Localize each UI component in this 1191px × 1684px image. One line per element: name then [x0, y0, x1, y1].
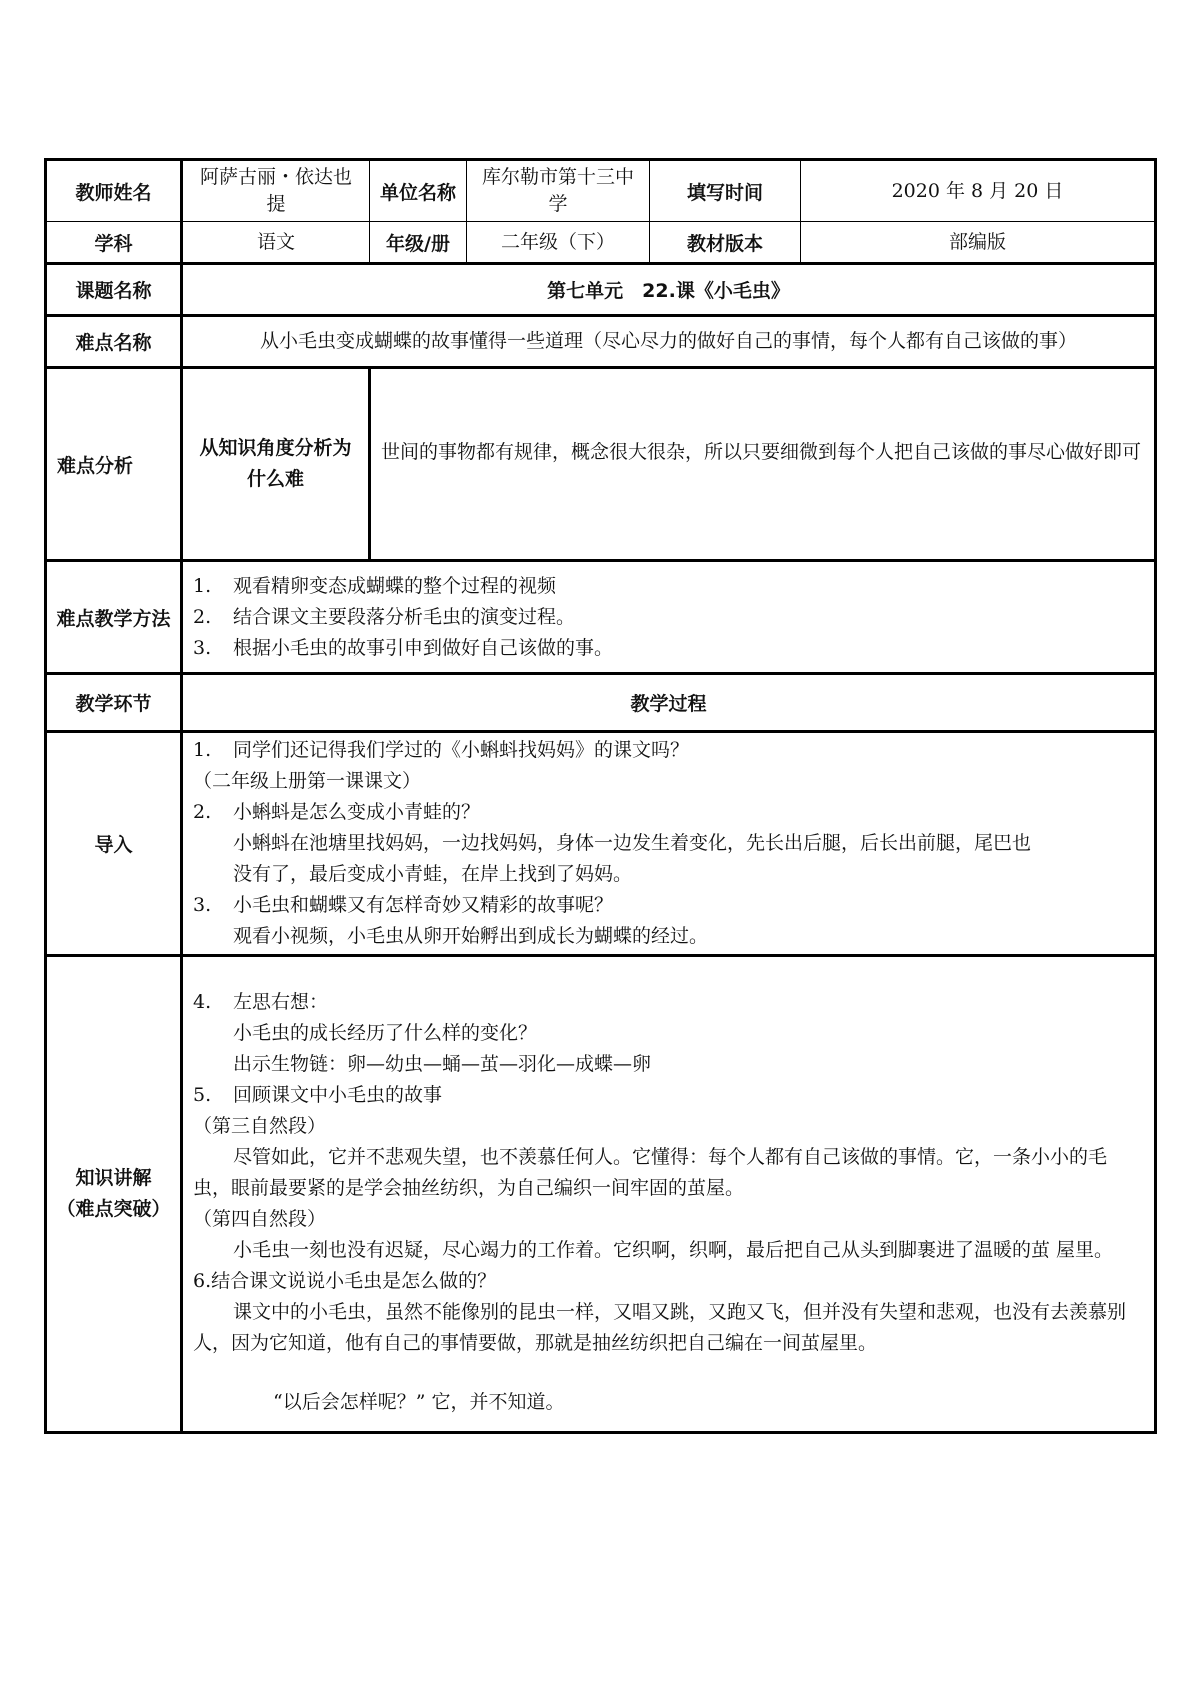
- intro-row: [46, 732, 1156, 956]
- intro-line: [193, 766, 1144, 797]
- intro-line: [193, 890, 1144, 921]
- knowledge-label: [46, 956, 182, 1433]
- analysis-text: 世间的事物都有规律，概念很大很杂，所以只要细微到每个人把自己该做的事尽心做好即可: [370, 368, 1156, 561]
- knowledge-line: [193, 1018, 1144, 1049]
- intro-label: 导入: [46, 732, 182, 956]
- methods-item: [193, 633, 1144, 664]
- process-stage-label: 教学环节: [46, 674, 182, 732]
- intro-line-num: 3.: [193, 894, 212, 916]
- methods-row: [46, 561, 1156, 674]
- closing-quote: “以后会怎样呢？” 它，并不知道。: [273, 1391, 565, 1413]
- intro-cell: [182, 732, 1156, 956]
- edition-label: 教材版本: [650, 222, 801, 264]
- topic-row: [46, 264, 1156, 316]
- methods-item: [193, 602, 1144, 633]
- header-row: [46, 160, 1156, 222]
- lesson-plan-page: [44, 158, 1154, 1434]
- knowledge-text: 左思右想：: [233, 991, 329, 1013]
- knowledge-list: [183, 987, 1154, 1142]
- intro-line: [193, 828, 1144, 859]
- edition-value: 部编版: [801, 222, 1156, 264]
- question-six-answer: 课文中的小毛虫，虽然不能像别的昆虫一样，又唱又跳，又跑又飞，但并没有失望和悲观，也没有去羡慕别人，因为它知道，他有自己的事情要做，那就是抽丝纺织把自己编在一间茧屋里。: [193, 1301, 1127, 1354]
- unit-label: 单位名称: [370, 160, 467, 222]
- process-header-row: [46, 674, 1156, 732]
- intro-line: [193, 797, 1144, 828]
- paragraph-three-text: 尽管如此，它并不悲观失望，也不羡慕任何人。它懂得：每个人都有自己该做的事情。它，一条小小的毛虫，眼前最要紧的是学会抽丝纺织，为自己编织一间牢固的茧屋。: [193, 1146, 1108, 1199]
- analysis-sub-label: 从知识角度分析为什么难: [182, 368, 370, 561]
- grade-value: 二年级（下）: [467, 222, 650, 264]
- intro-list: [183, 735, 1154, 952]
- knowledge-line: [193, 1080, 1144, 1111]
- date-label: 填写时间: [650, 160, 801, 222]
- intro-line-num: 2.: [193, 801, 212, 823]
- intro-line: [193, 735, 1144, 766]
- topic-label: 课题名称: [46, 264, 182, 316]
- intro-line-text: （二年级上册第一课课文）: [193, 770, 422, 792]
- knowledge-row: [46, 956, 1156, 1433]
- methods-item-num: 3.: [193, 636, 212, 659]
- teacher-name-text: 阿萨古丽・依达也提: [199, 166, 352, 215]
- intro-line-text: 没有了，最后变成小青蛙，在岸上找到了妈妈。: [233, 863, 633, 885]
- methods-item-num: 2.: [193, 605, 212, 628]
- knowledge-text: 出示生物链：卵—幼虫—蛹—茧—羽化—成蝶—卵: [233, 1053, 652, 1075]
- knowledge-text: 回顾课文中小毛虫的故事: [233, 1084, 443, 1106]
- intro-line: [193, 921, 1144, 952]
- intro-line-text: 小蝌蚪在池塘里找妈妈，一边找妈妈，身体一边发生着变化，先长出后腿，后长出前腿，尾巴也: [233, 832, 1032, 854]
- knowledge-num: 5.: [193, 1084, 212, 1106]
- methods-item-text: 根据小毛虫的故事引申到做好自己该做的事。: [233, 636, 614, 659]
- intro-line-text: 同学们还记得我们学过的《小蝌蚪找妈妈》的课文吗？: [233, 739, 690, 761]
- methods-item-text: 结合课文主要段落分析毛虫的演变过程。: [233, 605, 576, 628]
- knowledge-line: [193, 1111, 1144, 1142]
- knowledge-label-line1: 知识讲解: [75, 1167, 152, 1189]
- difficulty-label: 难点名称: [46, 316, 182, 368]
- analysis-row: [46, 368, 1156, 561]
- question-six: 6.结合课文说说小毛虫是怎么做的？: [193, 1270, 497, 1292]
- lesson-plan-table: [44, 158, 1157, 1434]
- paragraph-four-label: （第四自然段）: [193, 1208, 327, 1230]
- difficulty-row: [46, 316, 1156, 368]
- knowledge-label-line2: （难点突破）: [56, 1198, 171, 1220]
- process-label: 教学过程: [182, 674, 1156, 732]
- subject-value: 语文: [182, 222, 370, 264]
- unit-value: [467, 160, 650, 222]
- teacher-label: 教师姓名: [46, 160, 182, 222]
- teacher-value: [182, 160, 370, 222]
- difficulty-value: 从小毛虫变成蝴蝶的故事懂得一些道理（尽心尽力的做好自己的事情，每个人都有自己该做的事）: [182, 316, 1156, 368]
- subject-row: [46, 222, 1156, 264]
- knowledge-text: （第三自然段）: [193, 1115, 327, 1137]
- subject-label: 学科: [46, 222, 182, 264]
- topic-value: 第七单元 22.课《小毛虫》: [182, 264, 1156, 316]
- knowledge-num: 4.: [193, 991, 212, 1013]
- date-value: 2020 年 8 月 20 日: [801, 160, 1156, 222]
- unit-name-text: 库尔勒市第十三中学: [481, 166, 634, 215]
- methods-label: 难点教学方法: [46, 561, 182, 674]
- intro-line-text: 小蝌蚪是怎么变成小青蛙的？: [233, 801, 481, 823]
- paragraph-four-text: 小毛虫一刻也没有迟疑，尽心竭力的工作着。它织啊，织啊，最后把自己从头到脚裹进了温暖的茧 屋里。: [233, 1239, 1114, 1261]
- analysis-label: 难点分析: [46, 368, 182, 561]
- knowledge-line: [193, 987, 1144, 1018]
- intro-line-text: 小毛虫和蝴蝶又有怎样奇妙又精彩的故事呢？: [233, 894, 614, 916]
- intro-line: [193, 859, 1144, 890]
- knowledge-line: [193, 1049, 1144, 1080]
- intro-line-text: 观看小视频，小毛虫从卵开始孵出到成长为蝴蝶的经过。: [233, 925, 709, 947]
- grade-label: 年级/册: [370, 222, 467, 264]
- knowledge-cell: [182, 956, 1156, 1433]
- methods-item-num: 1.: [193, 574, 212, 597]
- knowledge-text: 小毛虫的成长经历了什么样的变化？: [233, 1022, 538, 1044]
- methods-item-text: 观看精卵变态成蝴蝶的整个过程的视频: [233, 574, 557, 597]
- methods-item: [193, 571, 1144, 602]
- methods-cell: [182, 561, 1156, 674]
- intro-line-num: 1.: [193, 739, 212, 761]
- methods-list: [183, 571, 1154, 664]
